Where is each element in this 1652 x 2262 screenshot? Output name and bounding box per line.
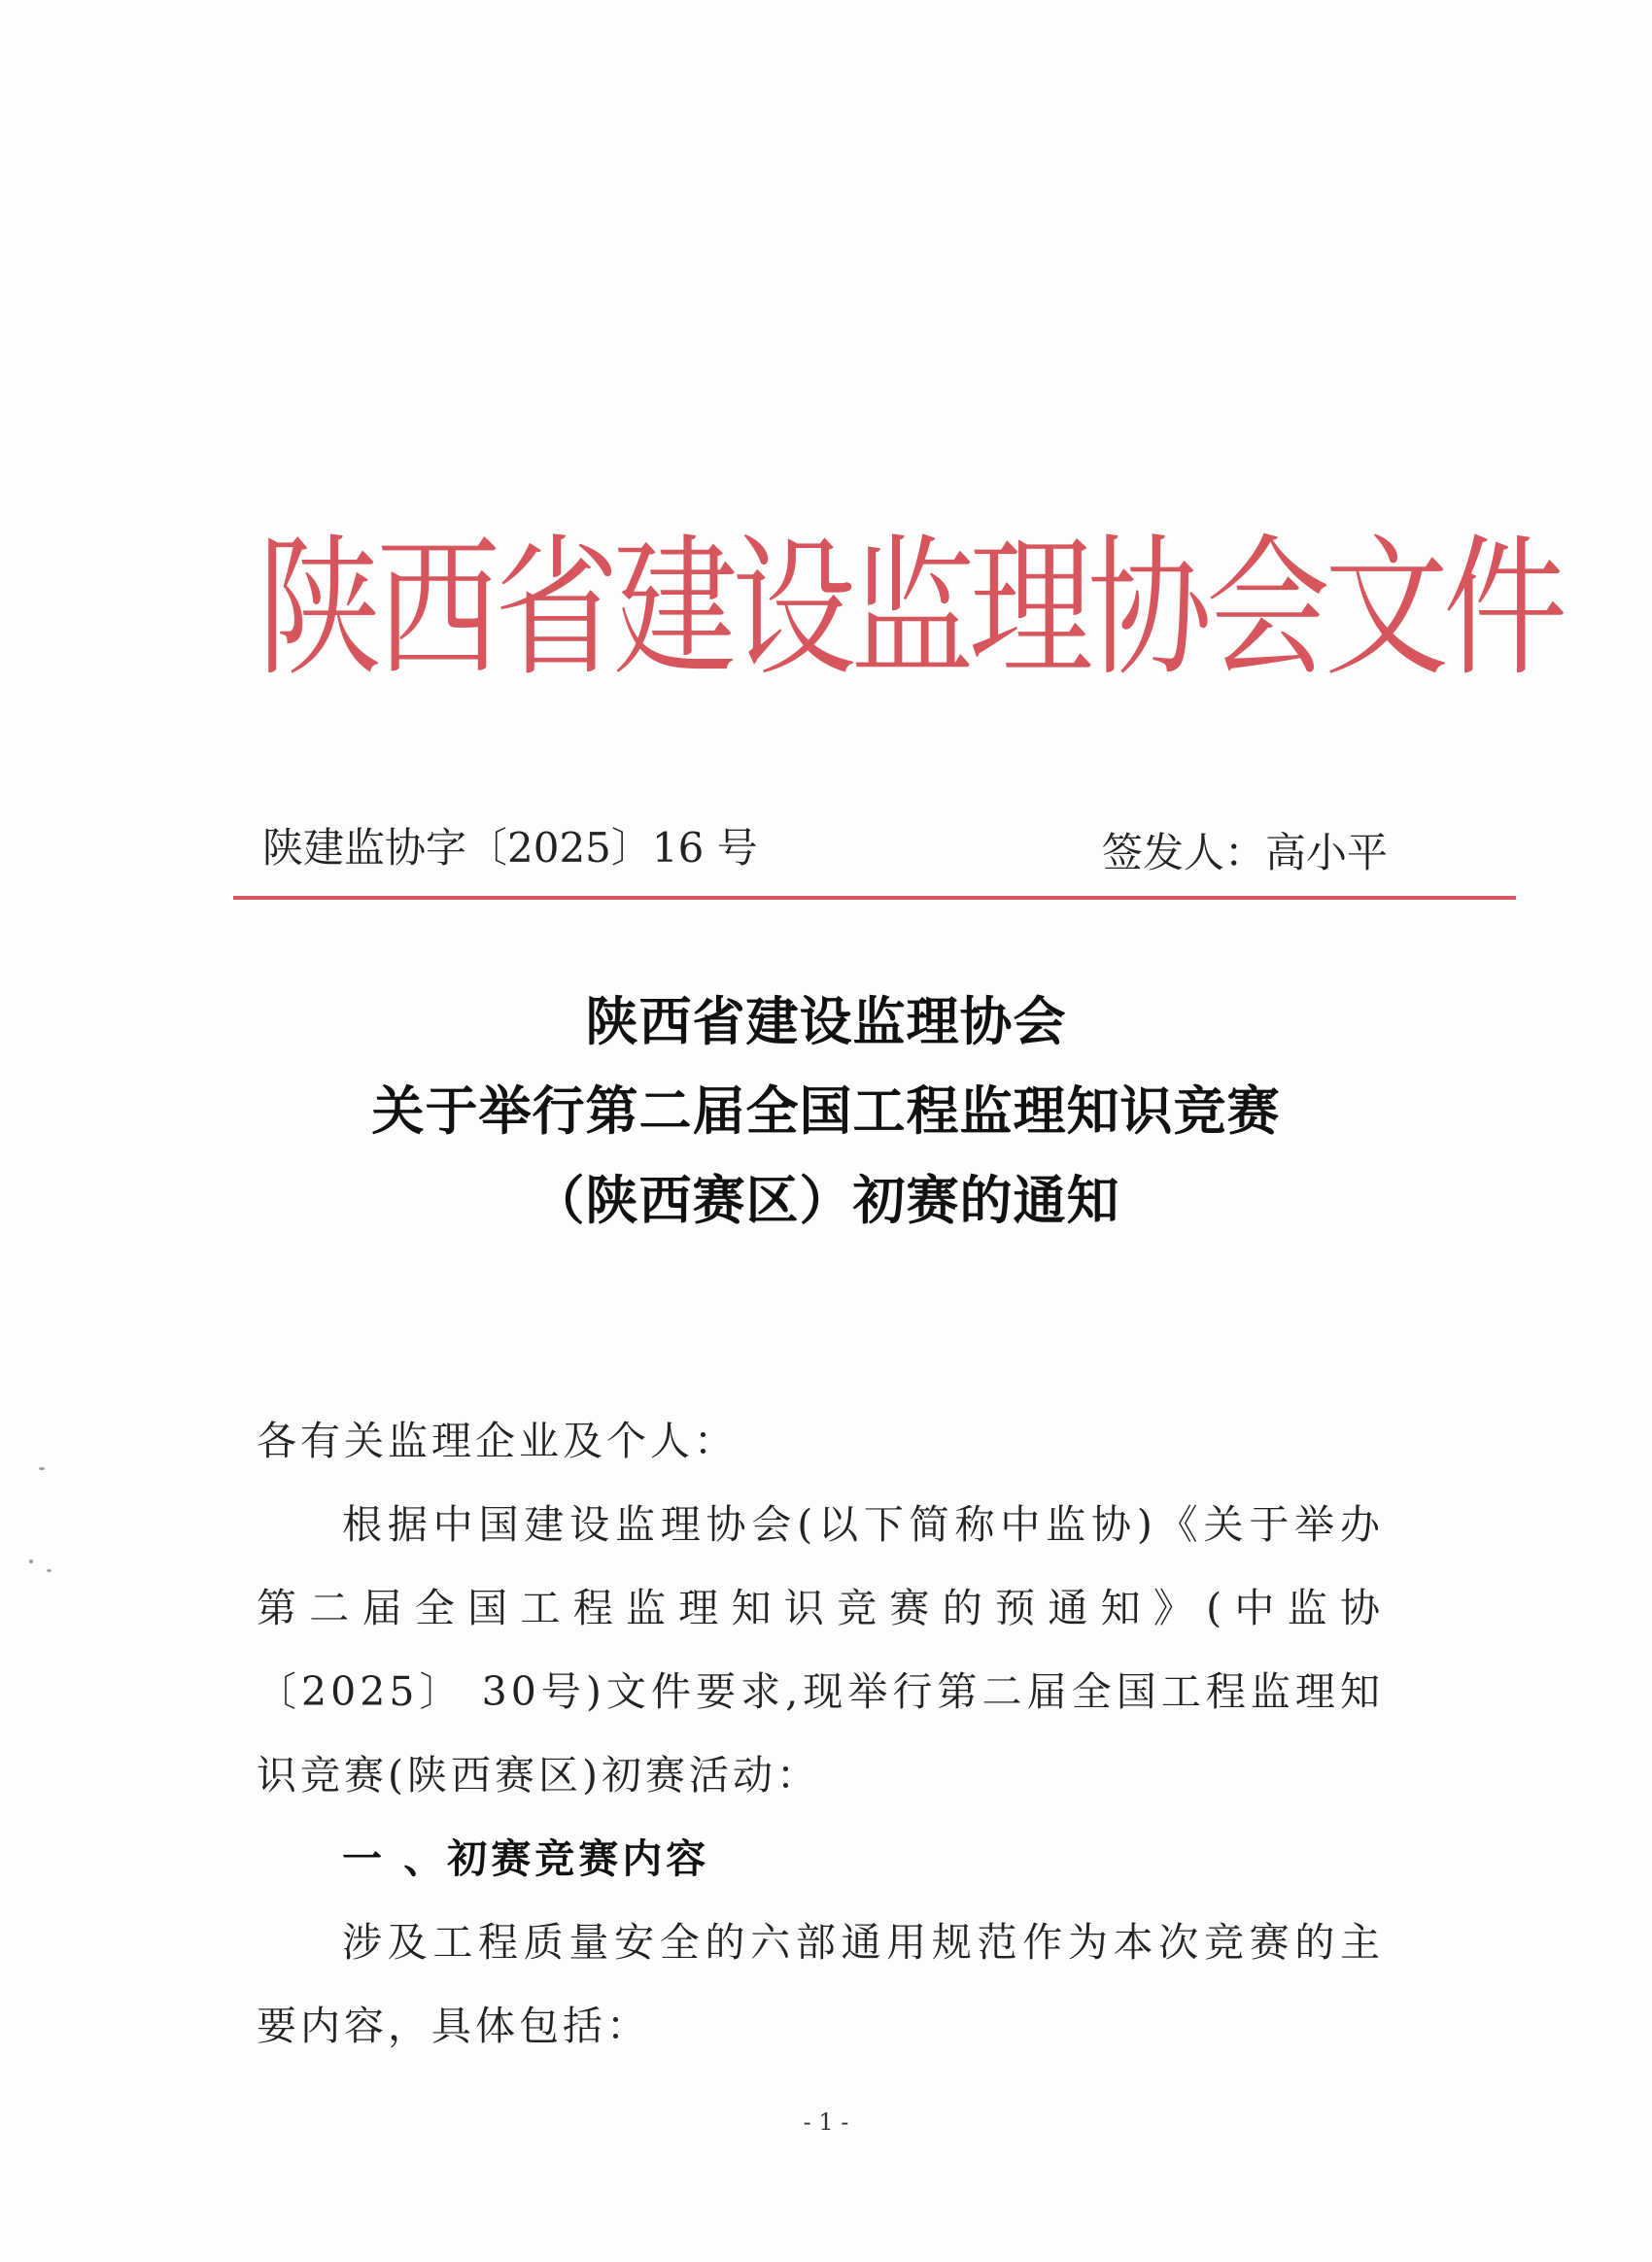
title-line-2: 关于举行第二届全国工程监理知识竞赛 [371, 1080, 1281, 1142]
paragraph-2: 涉及工程质量安全的六部通用规范作为本次竞赛的主要内容，具体包括： [257, 1919, 1384, 2049]
section-1-heading: 一 、初赛竞赛内容 [342, 1835, 710, 1882]
issuer-header-title: 陕西省建设监理协会文件 [258, 521, 1563, 698]
scan-speck [39, 1467, 45, 1470]
paragraph-1: 根据中国建设监理协会(以下简称中监协)《关于举办第二届全国工程监理知识竞赛的预通知》(中监协〔2025〕 30号)文件要求,现举行第二届全国工程监理知识竞赛(陕西赛区)初赛活动： [257, 1501, 1384, 1799]
document-number: 陕建监协字〔2025〕16 号 [262, 824, 758, 872]
scan-speck [47, 1569, 52, 1572]
scan-speck [29, 1559, 33, 1563]
signer-label: 签发人：高小平 [1101, 829, 1388, 876]
page-number: - 1 - [803, 2108, 849, 2136]
red-header-rule [233, 896, 1516, 900]
notice-body [257, 1399, 1384, 2068]
title-line-3: （陕西赛区）初赛的通知 [532, 1169, 1120, 1231]
salutation: 各有关监理企业及个人： [257, 1418, 738, 1464]
title-line-1: 陕西省建设监理协会 [585, 990, 1067, 1052]
notice-title [0, 977, 1652, 1245]
